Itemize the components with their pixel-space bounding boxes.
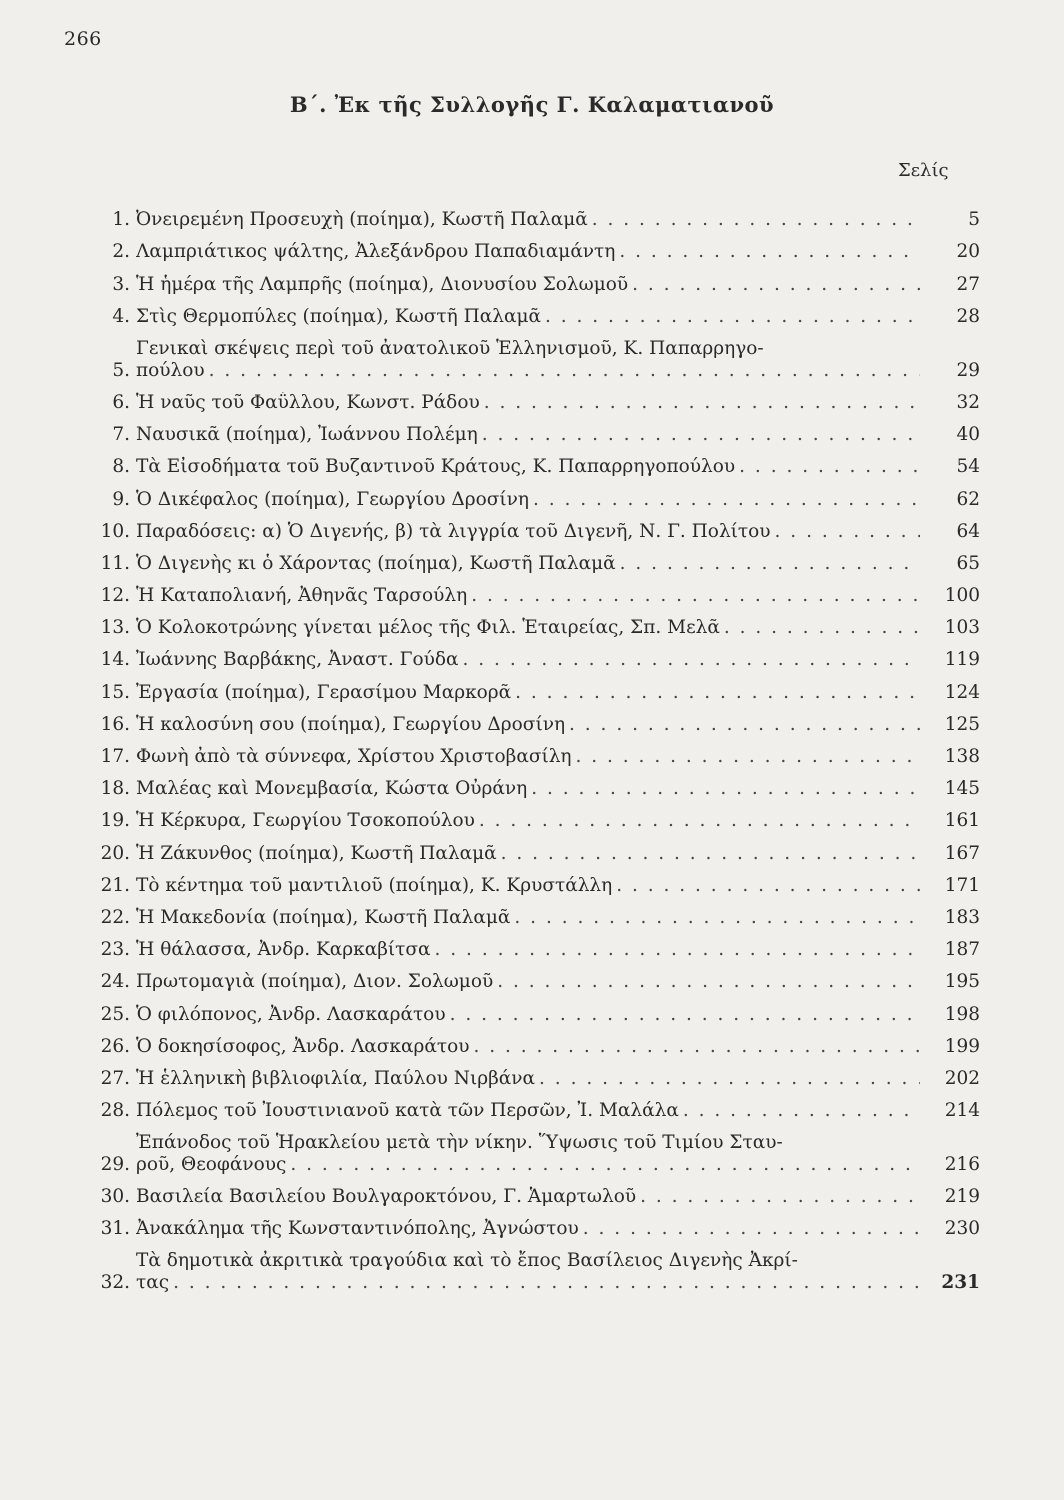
leader-dots [286,1154,920,1176]
toc-entry [86,231,982,263]
leader-dots [459,649,920,671]
entry-title: Στὶς Θερμοπύλες (ποίημα), Κωστῆ Παλαμᾶ [136,305,541,327]
entry-title: Ἀνακάλημα τῆς Κωνσταντινόπολης, Ἀγνώστου [136,1218,579,1240]
table-of-contents [86,199,982,1294]
entry-page: 29 [956,359,980,381]
entry-number: 11. [100,552,130,574]
toc-entry [86,961,982,993]
entry-number: 8. [112,456,130,478]
entry-number: 6. [112,391,130,413]
entry-page: 27 [956,273,980,295]
entry-number: 25. [100,1003,130,1025]
entry-page: 214 [944,1100,980,1122]
entry-title-line1: Ἐπάνοδος τοῦ Ἡρακλείου μετὰ τὴν νίκην. Ὕψωσις τοῦ Τιμίου Σταυ- [136,1132,783,1154]
entry-number: 3. [112,273,130,295]
entry-number: 30. [100,1186,130,1208]
entry-page: 125 [944,713,980,735]
entry-page: 64 [956,520,980,542]
entry-number: 23. [100,939,130,961]
entry-title: Μαλέας καὶ Μονεμβασία, Κώστα Οὐράνη [136,778,528,800]
entry-number: 20. [100,842,130,864]
entry-number: 10. [100,520,130,542]
leader-dots [579,1218,920,1240]
leader-dots [169,1272,920,1294]
toc-entry [86,328,982,382]
page-number: 266 [64,28,102,50]
entry-title: Ὁ Δικέφαλος (ποίημα), Γεωργίου Δροσίνη [136,488,529,510]
leader-dots [541,306,920,328]
entry-title: Παραδόσεις: α) Ὁ Διγενής, β) τὰ λιγγρία τοῦ Διγενῆ, Ν. Γ. Πολίτου [136,520,771,542]
leader-dots [480,392,920,414]
entry-number: 5. [112,359,130,381]
leader-dots [720,617,920,639]
leader-dots [205,360,920,382]
entry-title: Ἡ Κέρκυρα, Γεωργίου Τσοκοπούλου [136,810,475,832]
toc-entry [86,414,982,446]
entry-page: 167 [944,842,980,864]
toc-entry [86,478,982,510]
leader-dots [511,682,920,704]
leader-dots [497,843,920,865]
entry-title: Ὁ δοκησίσοφος, Ἀνδρ. Λασκαράτου [136,1035,470,1057]
entry-page: 100 [944,585,980,607]
entry-title: Ἡ θάλασσα, Ἀνδρ. Καρκαβίτσα [136,939,431,961]
toc-entry [86,800,982,832]
leader-dots [679,1100,920,1122]
entry-page: 171 [944,874,980,896]
entry-title: Ἰωάννης Βαρβάκης, Ἀναστ. Γούδα [136,649,459,671]
entry-title: Ἡ Μακεδονία (ποίημα), Κωστῆ Παλαμᾶ [136,906,511,928]
toc-entry [86,639,982,671]
entry-number: 31. [100,1218,130,1240]
toc-entry [86,1208,982,1240]
leader-dots [636,1186,920,1208]
entry-page: 65 [956,552,980,574]
leader-dots [493,971,920,993]
toc-entry [86,575,982,607]
entry-title: Φωνὴ ἀπὸ τὰ σύννεφα, Χρίστου Χριστοβασίλη [136,746,572,767]
entry-title: Ὁ Κολοκοτρώνης γίνεται μέλος τῆς Φιλ. Ἑταιρείας, Σπ. Μελᾶ [136,617,720,639]
leader-dots [565,714,920,736]
entry-page: 124 [944,681,980,703]
entry-page: 199 [944,1035,980,1057]
entry-title: Ὀνειρεμένη Προσευχὴ (ποίημα), Κωστῆ Παλαμᾶ [136,209,588,231]
entry-number: 1. [112,209,130,231]
entry-title-line1: Τὰ δημοτικὰ ἀκριτικὰ τραγούδια καὶ τὸ ἔπος Βασίλειος Διγενὴς Ἀκρί- [136,1250,798,1272]
leader-dots [771,521,920,543]
toc-entry [86,1058,982,1090]
leader-dots [527,778,920,800]
leader-dots [469,1036,920,1058]
leader-dots [446,1004,920,1026]
toc-entry [86,199,982,231]
toc-entry [86,607,982,639]
entry-title: Ἡ ναῦς τοῦ Φαΰλλου, Κωνστ. Ράδου [136,391,480,413]
leader-dots [535,1068,920,1090]
leader-dots [529,489,920,511]
toc-entry [86,736,982,768]
entry-number: 9. [112,488,130,510]
toc-entry [86,543,982,575]
entry-number: 17. [100,746,130,767]
entry-page: 54 [956,456,980,478]
entry-title: Ἡ ἑλληνικὴ βιβλιοφιλία, Παύλου Νιρβάνα [136,1067,536,1089]
entry-title-line1: Γενικαὶ σκέψεις περὶ τοῦ ἀνατολικοῦ Ἑλληνισμοῦ, Κ. Παπαρρηγο- [136,337,764,359]
entry-page: 20 [956,241,980,263]
toc-entry [86,1026,982,1058]
entry-page: 32 [956,391,980,413]
entry-page: 138 [944,746,980,767]
entry-page: 103 [944,617,980,639]
entry-number: 29. [100,1154,130,1176]
toc-entry [86,993,982,1025]
entry-title: Τὸ κέντημα τοῦ μαντιλιοῦ (ποίημα), Κ. Κρυστάλλη [136,874,613,896]
leader-dots [628,274,920,296]
toc-entry [86,1122,982,1176]
leader-dots [467,585,920,607]
entry-page: 62 [956,488,980,510]
entry-number: 14. [100,649,130,671]
toc-entry [86,1090,982,1122]
entry-title: πούλου [136,359,205,381]
entry-page: 195 [944,971,980,993]
leader-dots [475,810,920,832]
entry-title: Ναυσικᾶ (ποίημα), Ἰωάννου Πολέμη [136,424,478,446]
entry-page: 40 [956,424,980,446]
toc-entry [86,511,982,543]
entry-number: 16. [100,713,130,735]
entry-number: 4. [112,305,130,327]
entry-title: τας [136,1272,170,1294]
entry-page: 183 [944,906,980,928]
toc-entry [86,671,982,703]
entry-title: ροῦ, Θεοφάνους [136,1154,287,1176]
leader-dots [616,553,920,575]
entry-number: 15. [100,681,130,703]
entry-number: 19. [100,810,130,832]
entry-number: 12. [100,585,130,607]
entry-title: Πόλεμος τοῦ Ἰουστινιανοῦ κατὰ τῶν Περσῶν, Ἰ. Μαλάλα [136,1100,679,1122]
toc-entry [86,1176,982,1208]
entry-title: Βασιλεία Βασιλείου Βουλγαροκτόνου, Γ. Ἁμαρτωλοῦ [136,1186,637,1208]
leader-dots [478,424,920,446]
leader-dots [615,241,920,263]
column-header: Σελίς [898,160,949,181]
entry-page: 119 [944,649,980,671]
entry-number: 28. [100,1100,130,1122]
entry-number: 26. [100,1035,130,1057]
entry-page: 161 [944,810,980,832]
entry-number: 32. [100,1272,130,1294]
entry-title: Ἡ καλοσύνη σου (ποίημα), Γεωργίου Δροσίνη [136,713,566,735]
entry-number: 18. [100,778,130,800]
entry-title: Ἡ Ζάκυνθος (ποίημα), Κωστῆ Παλαμᾶ [136,842,497,864]
toc-entry [86,832,982,864]
entry-number: 24. [100,971,130,993]
entry-number: 22. [100,906,130,928]
toc-entry [86,704,982,736]
toc-entry [86,263,982,295]
entry-page: 230 [944,1218,980,1240]
toc-entry [86,296,982,328]
leader-dots [612,875,920,897]
leader-dots [431,939,920,961]
entry-title: Πρωτομαγιὰ (ποίημα), Διον. Σολωμοῦ [136,971,494,993]
section-title: Β΄. Ἐκ τῆς Συλλογῆς Γ. Καλαματιανοῦ [289,92,775,117]
entry-page: 198 [944,1003,980,1025]
leader-dots [510,907,920,929]
entry-page: 145 [944,778,980,800]
entry-page: 202 [944,1067,980,1089]
toc-entry [86,865,982,897]
toc-entry [86,897,982,929]
leader-dots [588,209,920,231]
leader-dots [572,746,920,768]
entry-number: 2. [112,241,130,263]
toc-entry [86,382,982,414]
entry-title: Ἡ ἡμέρα τῆς Λαμπρῆς (ποίημα), Διονυσίου Σολωμοῦ [136,273,629,295]
entry-page: 5 [968,209,980,231]
entry-title: Ἡ Καταπολιανή, Ἀθηνᾶς Ταρσούλη [136,585,468,607]
entry-title: Τὰ Εἰσοδήματα τοῦ Βυζαντινοῦ Κράτους, Κ. Παπαρρηγοπούλου [136,456,736,478]
entry-page: 219 [944,1186,980,1208]
entry-title: Ὁ Διγενὴς κι ὁ Χάροντας (ποίημα), Κωστῆ Παλαμᾶ [136,552,616,574]
entry-number: 27. [100,1067,130,1089]
toc-entry [86,929,982,961]
toc-entry [86,1240,982,1294]
entry-number: 7. [112,424,130,446]
entry-page: 28 [956,305,980,327]
entry-title: Λαμπριάτικος ψάλτης, Ἀλεξάνδρου Παπαδιαμάντη [136,241,616,263]
entry-page: 187 [944,939,980,961]
toc-entry [86,446,982,478]
entry-page: 216 [944,1154,980,1176]
entry-number: 13. [100,617,130,639]
entry-page: 231 [941,1272,980,1294]
entry-title: Ὁ φιλόπονος, Ἀνδρ. Λασκαράτου [136,1003,446,1025]
toc-entry [86,768,982,800]
leader-dots [735,456,920,478]
entry-number: 21. [100,874,130,896]
entry-title: Ἐργασία (ποίημα), Γερασίμου Μαρκορᾶ [136,681,512,703]
